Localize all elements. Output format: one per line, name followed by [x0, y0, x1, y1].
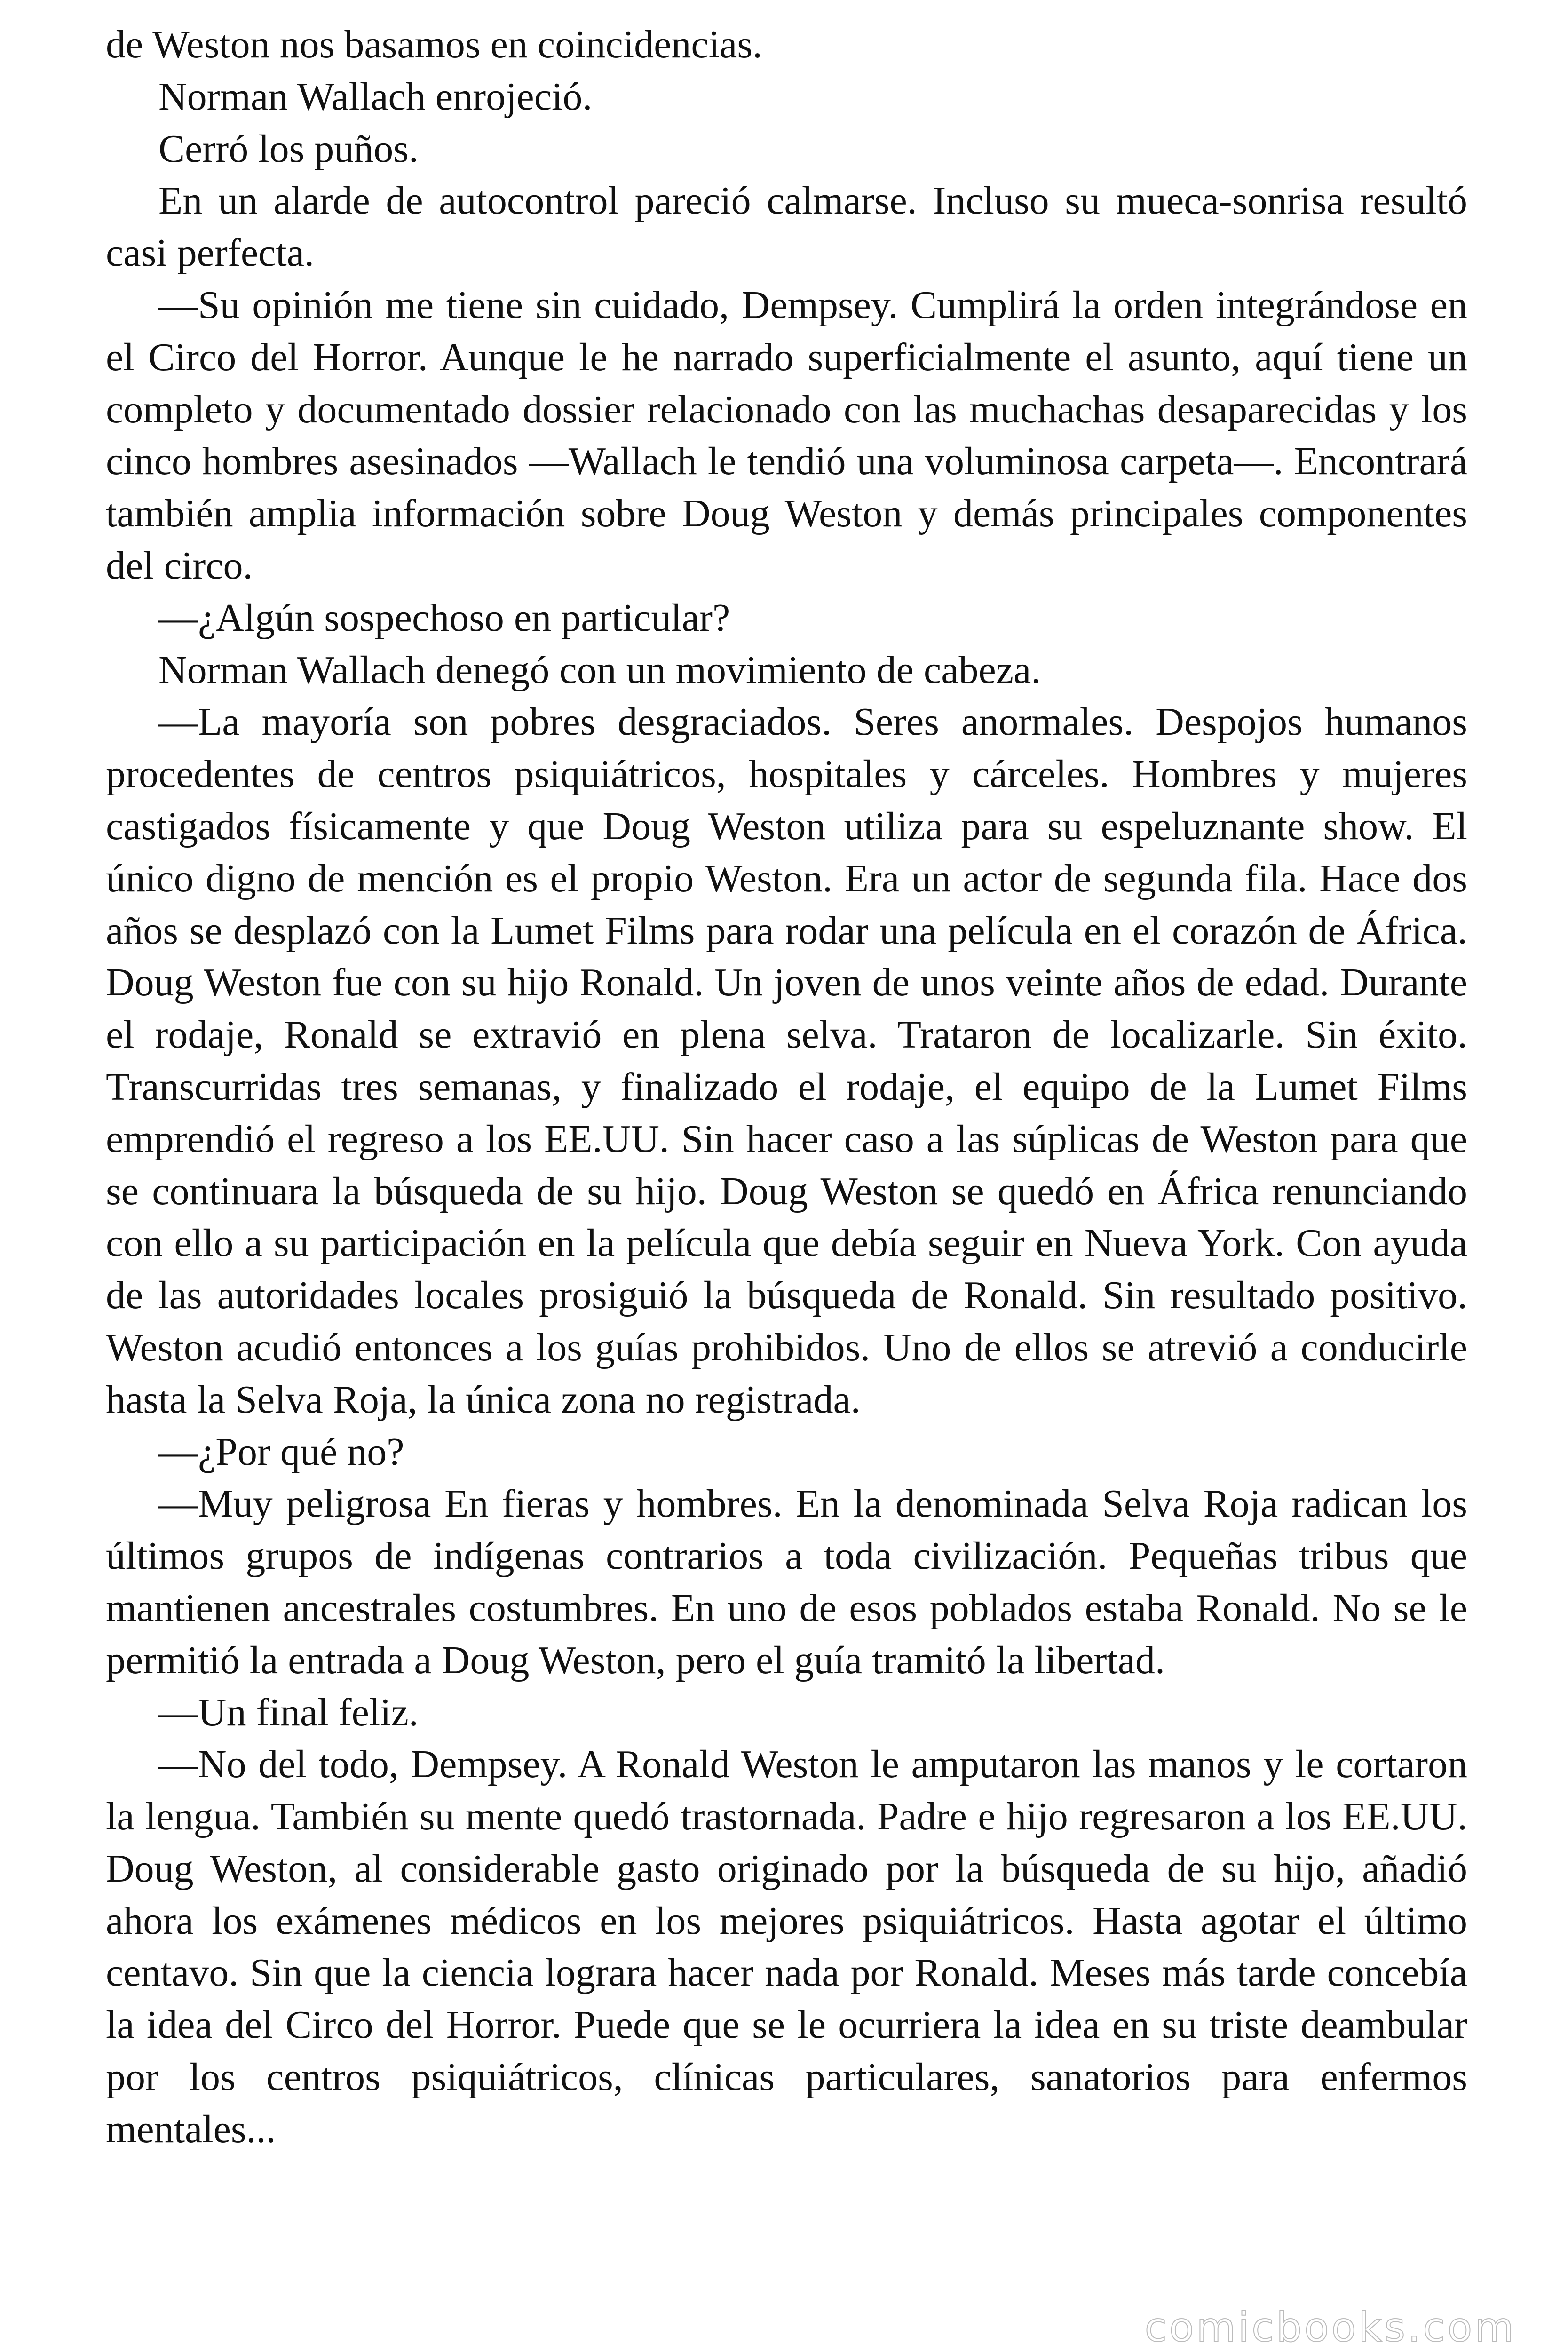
- paragraph: —¿Algún sospechoso en particular?: [158, 596, 730, 640]
- paragraph: Norman Wallach denegó con un movimiento de cabeza.: [158, 648, 1041, 692]
- paragraph: Norman Wallach enrojeció.: [158, 74, 593, 119]
- watermark: comicbooks.com: [1144, 2304, 1516, 2351]
- paragraph: —Su opinión me tiene sin cuidado, Dempsey. Cumplirá la orden integrándose en el Circo del Horror. Aunque le he narrado superficialmente el asunto, aquí tiene un completo y documentado dossier relacionado con las muchachas desaparecidas y los cinco hombres asesinados —Wallach le tendió una voluminosa carpeta—. Encontrará también amplia información sobre Doug Weston y demás principales componentes del circo.: [106, 283, 1467, 588]
- paragraph: —¿Por qué no?: [158, 1430, 404, 1474]
- paragraph: —No del todo, Dempsey. A Ronald Weston le amputaron las manos y le cortaron la lengua. También su mente quedó trastornada. Padre e hijo regresaron a los EE.UU. Doug Weston, al considerable gasto originado por la búsqueda de su hijo, añadió ahora los exámenes médicos en los mejores psiquiátricos. Hasta agotar el último centavo. Sin que la ciencia lograra hacer nada por Ronald. Meses más tarde concebía la idea del Circo del Horror. Puede que se le ocurriera la idea en su triste deambular por los centros psiquiátricos, clínicas particulares, sanatorios para enfermos mentales...: [106, 1742, 1467, 2151]
- paragraph: —Un final feliz.: [158, 1690, 419, 1734]
- paragraph: de Weston nos basamos en coincidencias.: [106, 23, 763, 66]
- document-page: [106, 19, 1467, 2156]
- paragraph: En un alarde de autocontrol pareció calmarse. Incluso su mueca-sonrisa resultó casi perfecta.: [106, 179, 1467, 275]
- paragraph: —Muy peligrosa En fieras y hombres. En la denominada Selva Roja radican los últimos grupos de indígenas contrarios a toda civilización. Pequeñas tribus que mantienen ancestrales costumbres. En uno de esos poblados estaba Ronald. No se le permitió la entrada a Doug Weston, pero el guía tramitó la libertad.: [106, 1482, 1467, 1682]
- paragraph: Cerró los puños.: [158, 127, 419, 171]
- paragraph: —La mayoría son pobres desgraciados. Seres anormales. Despojos humanos procedentes de centros psiquiátricos, hospitales y cárceles. Hombres y mujeres castigados físicamente y que Doug Weston utiliza para su espeluznante show. El único digno de mención es el propio Weston. Era un actor de segunda fila. Hace dos años se desplazó con la Lumet Films para rodar una película en el corazón de África. Doug Weston fue con su hijo Ronald. Un joven de unos veinte años de edad. Durante el rodaje, Ronald se extravió en plena selva. Trataron de localizarle. Sin éxito. Transcurridas tres semanas, y finalizado el rodaje, el equipo de la Lumet Films emprendió el regreso a los EE.UU. Sin hacer caso a las súplicas de Weston para que se continuara la búsqueda de su hijo. Doug Weston se quedó en África renunciando con ello a su participación en la película que debía seguir en Nueva York. Con ayuda de las autoridades locales prosiguió la búsqueda de Ronald. Sin resultado positivo. Weston acudió entonces a los guías prohibidos. Uno de ellos se atrevió a conducirle hasta la Selva Roja, la única zona no registrada.: [106, 700, 1467, 1422]
